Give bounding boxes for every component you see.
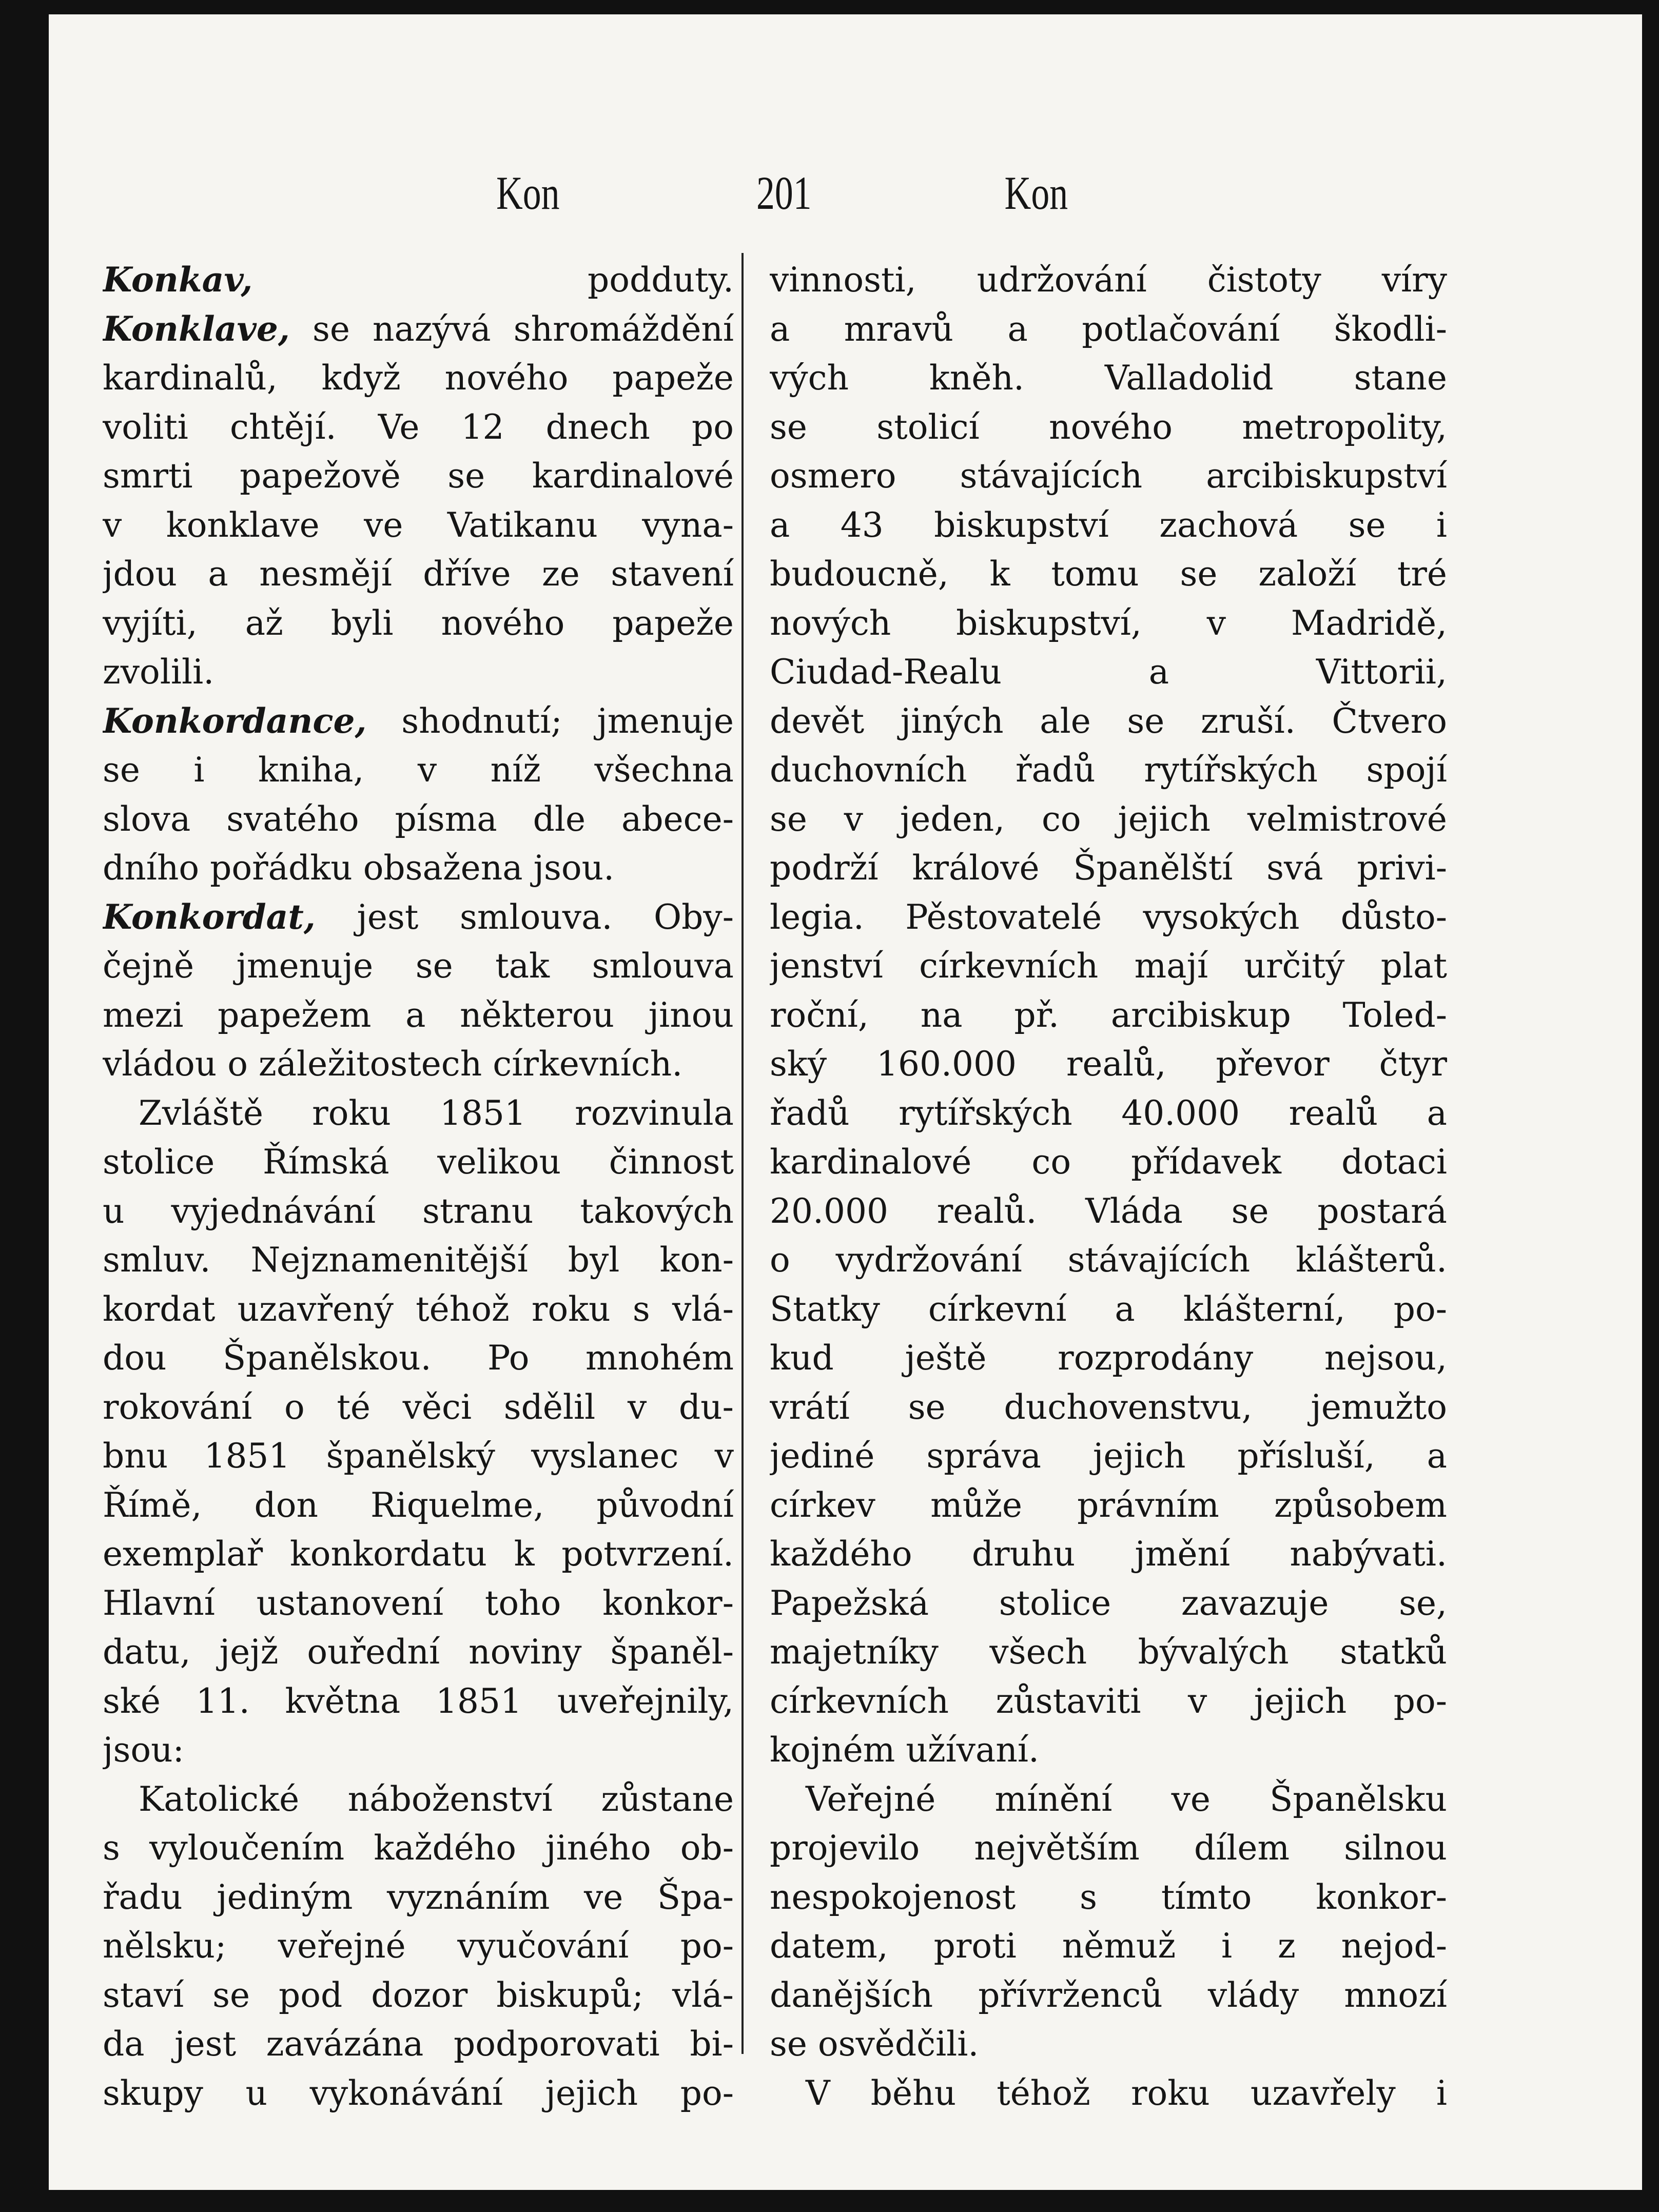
text-line: stolice Římská velikou činnost bbox=[103, 1142, 734, 1182]
text-line: a mravů a potlačování škodli- bbox=[770, 309, 1447, 349]
text-line: majetníky všech bývalých statků bbox=[770, 1632, 1447, 1672]
text-line: s vyloučením každého jiného ob- bbox=[103, 1828, 734, 1868]
entry-definition: jest smlouva. Oby- bbox=[315, 897, 734, 937]
text-line: se v jeden, co jejich velmistrové bbox=[770, 799, 1447, 839]
text-line: kordat uzavřený téhož roku s vlá- bbox=[103, 1289, 734, 1329]
text-line: Papežská stolice zavazuje se, bbox=[770, 1583, 1447, 1623]
text-line: smrti papežově se kardinalové bbox=[103, 456, 734, 496]
text-line: vinnosti, udržování čistoty víry bbox=[770, 260, 1447, 300]
text-line bbox=[103, 697, 734, 746]
text-line: dou Španělskou. Po mnohém bbox=[103, 1338, 734, 1378]
right-column bbox=[770, 256, 1447, 2118]
text-line bbox=[103, 893, 734, 942]
text-line: bnu 1851 španělský vyslanec v bbox=[103, 1436, 734, 1476]
text-line: řadů rytířských 40.000 realů a bbox=[770, 1093, 1447, 1133]
text-line: Veřejné mínění ve Španělsku bbox=[806, 1779, 1447, 1819]
text-line: vrátí se duchovenstvu, jemužto bbox=[770, 1387, 1447, 1427]
text-line: mezi papežem a některou jinou bbox=[103, 995, 734, 1035]
text-line: nělsku; veřejné vyučování po- bbox=[103, 1926, 734, 1966]
text-line: staví se pod dozor biskupů; vlá- bbox=[103, 1975, 734, 2015]
text-line: dního pořádku obsažena jsou. bbox=[103, 848, 615, 888]
text-line: podrží králové Španělští svá privi- bbox=[770, 848, 1447, 888]
entry-definition: podduty. bbox=[252, 260, 734, 300]
text-line: nových biskupství, v Madridě, bbox=[770, 603, 1447, 643]
text-line: smluv. Nejznamenitější byl kon- bbox=[103, 1240, 734, 1280]
text-line: Statky církevní a klášterní, po- bbox=[770, 1289, 1447, 1329]
entry-definition: se nazývá shromáždění bbox=[289, 309, 734, 349]
header-right-word: Kon bbox=[1004, 167, 1068, 219]
text-line: jediné správa jejich přísluší, a bbox=[770, 1436, 1447, 1476]
text-line: o vydržování stávajících klášterů. bbox=[770, 1240, 1447, 1280]
text-line: kud ještě rozprodány nejsou, bbox=[770, 1338, 1447, 1378]
text-line: kardinalů, když nového papeže bbox=[103, 358, 734, 398]
book-page bbox=[49, 14, 1642, 2190]
text-line: legia. Pěstovatelé vysokých důsto- bbox=[770, 897, 1447, 937]
text-line: ské 11. května 1851 uveřejnily, bbox=[103, 1681, 734, 1721]
text-line: datem, proti němuž i z nejod- bbox=[770, 1926, 1447, 1966]
text-line: jdou a nesmějí dříve ze stavení bbox=[103, 554, 734, 594]
text-line: Římě, don Riquelme, původní bbox=[103, 1485, 734, 1525]
text-line: roční, na př. arcibiskup Toled- bbox=[770, 995, 1447, 1035]
text-line: osmero stávajících arcibiskupství bbox=[770, 456, 1447, 496]
page-number: 201 bbox=[756, 167, 812, 219]
text-line: řadu jediným vyznáním ve Špa- bbox=[103, 1877, 734, 1917]
column-divider bbox=[741, 253, 744, 2054]
text-line: kardinalové co přídavek dotaci bbox=[770, 1142, 1447, 1182]
header-left-word: Kon bbox=[496, 167, 560, 219]
text-line bbox=[103, 256, 734, 305]
entry-definition: shodnutí; jmenuje bbox=[366, 701, 734, 741]
left-column bbox=[103, 256, 734, 2118]
text-line: vyjíti, až byli nového papeže bbox=[103, 603, 734, 643]
text-line: kojném užívaní. bbox=[770, 1730, 1039, 1770]
text-line: 20.000 realů. Vláda se postará bbox=[770, 1191, 1447, 1231]
entry-term: Konkordance, bbox=[103, 700, 367, 741]
text-line: skupy u vykonávání jejich po- bbox=[103, 2073, 734, 2113]
text-line: slova svatého písma dle abece- bbox=[103, 799, 734, 839]
text-line: ský 160.000 realů, převor čtyr bbox=[770, 1044, 1447, 1084]
text-line bbox=[103, 305, 734, 354]
text-line: církevních zůstaviti v jejich po- bbox=[770, 1681, 1447, 1721]
text-line: Katolické náboženství zůstane bbox=[139, 1779, 734, 1819]
running-header bbox=[224, 166, 1467, 232]
text-line: vládou o záležitostech církevních. bbox=[103, 1044, 683, 1084]
text-line: každého druhu jmění nabývati. bbox=[770, 1534, 1447, 1574]
text-line: se i kniha, v níž všechna bbox=[103, 750, 734, 790]
text-line: čejně jmenuje se tak smlouva bbox=[103, 946, 734, 986]
text-line: rokování o té věci sdělil v du- bbox=[103, 1387, 734, 1427]
text-line: projevilo největším dílem silnou bbox=[770, 1828, 1447, 1868]
entry-term: Konkordat, bbox=[103, 896, 316, 937]
text-line: v konklave ve Vatikanu vyna- bbox=[103, 505, 734, 545]
text-line: datu, jejž ouřední noviny španěl- bbox=[103, 1632, 734, 1672]
text-line: duchovních řadů rytířských spojí bbox=[770, 750, 1447, 790]
entry-term: Konklave, bbox=[103, 308, 290, 349]
text-line: voliti chtějí. Ve 12 dnech po bbox=[103, 407, 734, 447]
text-line: Zvláště roku 1851 rozvinula bbox=[139, 1093, 734, 1133]
text-line: jsou: bbox=[103, 1730, 184, 1770]
text-line: budoucně, k tomu se založí tré bbox=[770, 554, 1447, 594]
text-line: zvolili. bbox=[103, 652, 214, 692]
text-line: danějších přívrženců vlády mnozí bbox=[770, 1975, 1447, 2015]
text-line: a 43 biskupství zachová se i bbox=[770, 505, 1447, 545]
text-line: jenství církevních mají určitý plat bbox=[770, 946, 1447, 986]
entry-term: Konkav, bbox=[103, 260, 253, 300]
text-line: u vyjednávání stranu takových bbox=[103, 1191, 734, 1231]
text-line: exemplař konkordatu k potvrzení. bbox=[103, 1534, 734, 1574]
text-line: V běhu téhož roku uzavřely i bbox=[806, 2073, 1447, 2113]
text-line: Hlavní ustanovení toho konkor- bbox=[103, 1583, 734, 1623]
text-line: se osvědčili. bbox=[770, 2024, 979, 2064]
text-line: nespokojenost s tímto konkor- bbox=[770, 1877, 1447, 1917]
text-line: da jest zavázána podporovati bi- bbox=[103, 2024, 734, 2064]
text-line: Ciudad-Realu a Vittorii, bbox=[770, 652, 1447, 692]
text-line: se stolicí nového metropolity, bbox=[770, 407, 1447, 447]
text-line: vých kněh. Valladolid stane bbox=[770, 358, 1447, 398]
text-line: devět jiných ale se zruší. Čtvero bbox=[770, 701, 1447, 741]
text-line: církev může právním způsobem bbox=[770, 1485, 1447, 1525]
